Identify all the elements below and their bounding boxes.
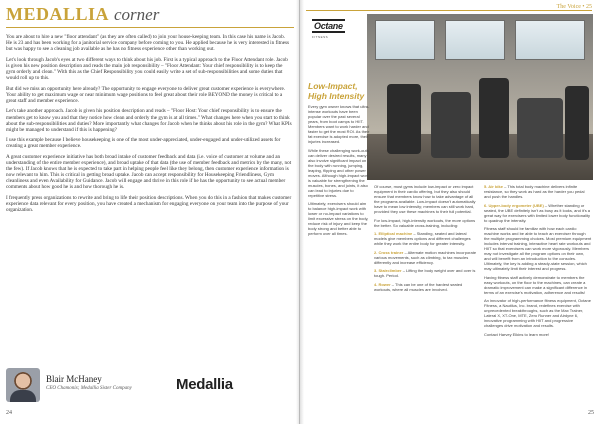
column-a [308,104,370,240]
page-gutter [296,0,304,424]
paragraph: Every gym owner knows that ultra-intense workouts have been popular over the past several years, from boot camps to HIIT. Members want to work harder and faster to get the most ROI. As their fat exercise is adopted more, their injuries increased. [308,104,370,144]
column-b [374,184,478,295]
author-signature [6,368,294,404]
paragraph: Having fitness staff actively demonstrate to members the easy workouts, on the floor to the machines, can create a dramatic improvement can make a significant difference in terms of an exercise's motivation, adherence and results! [484,274,588,295]
paragraph: For low-impact, high-intensity workouts, the more options the better. So valuable cross-training, including: [374,217,476,228]
author-title: CEO Chamonix; Medallia Sister Company [46,386,132,391]
list-item [374,250,478,265]
list-item [374,231,478,246]
masthead-section: corner [114,5,160,24]
octane-fitness-logo [312,16,362,39]
sponsor-logo-word: Octane [314,21,343,31]
right-page [300,0,600,424]
paragraph: An innovator of high-performance fitness equipment, Octane Fitness, a Nautilus, Inc. brand, redefines exercise with unprecedented breakthroughs, such as the Max Trainer, Lateral X, XT-One, MTE, Zero Runner and Airdyne 6, innovative programming with HIIT and progressive challenges drive motivation and results. [484,298,591,328]
masthead [6,4,159,26]
list-item-text: – Standing, seated and lateral models give members options and different challenges while they work the entire body for greater intensity. [374,231,471,246]
page-number-right: 25 [588,410,594,416]
paragraph: Let's take another approach. Jacob is given his position description and reads – "Floor Host: Your chief responsibility is to ensure the members get to know you and that they notice how clean and orderly the gym is at all times." What changes here when you start to think about the sub-responsibilities and duties? More importantly what changes for Jacob when he thinks about his role in the gym? What KPIs might be managed to understand if this is happening? [6,108,292,133]
list-item-label: 4. Rower [374,281,391,287]
list-item [374,282,478,292]
header-rule-right [306,10,592,11]
paragraph: Contact Harvey Elkins to learn more! [484,331,550,337]
author-name: Blair McHaney [46,374,102,384]
list-item [484,203,592,223]
list-item-text: – This can be one of the hardest seated workouts, where all muscles are involved. [374,281,463,292]
list-item-label: 3. Stairclimber [374,268,402,273]
paragraph: But did we miss an opportunity here already? The opportunity to engage everyone to deliver great customer experience is everywhere. Your ability to get maximum wage or near minimum wage positions to feel great about their role BEYOND the money is critical to a great staff and member experience. [6,85,286,104]
paragraph: While these challenging work-outs can deliver desired results, many also involve significant impact on the body with running, jumping, leaping, flipping and other power moves. Although high-impact work is valuable for strengthening the muscles, bones, and joints, it also can lead to injuries due to repetitive stress. [308,147,369,198]
list-item [374,268,478,278]
list-item-text: – Alternate motion machines incorporate various movements, such as climbing, to tax muscles differently and increase efficiency. [374,249,477,265]
masthead-brand: MEDALLIA [6,4,110,24]
header-rule [6,27,294,28]
list-item-label: 6. Upper-body ergometer (UBE) [484,202,544,208]
author-avatar [6,368,40,402]
list-item-text: – Lifting the body weight over and over is tough. Period. [374,268,476,278]
paragraph: Fitness staff should be familiar with how each cardio machine works and be able to teach an exerciser through the multiple programming choices. Most premium equipment includes interval training, interactive heart rate workouts and HIIT so that exercisers can work more vigorously. Members may not investigate all the program options on their own, and will benefit from an introduction to the consoles. Ultimately, the key is adding a steady-state session, which may ultimately limit their interest and progress. [484,226,592,271]
sponsor-logo-sub: FITNESS [312,35,329,39]
page-number-left: 24 [6,410,12,416]
article-body [6,34,292,218]
paragraph: A great customer experience initiative has both broad intake of customer feedback and data (i.e. voice of customer at volume and an understanding of the entire member experience), and broad uptake of that data (the use of member feedback and metrics by the many, not the few). If Jacob knows that he is expected to take part in helping people feel like they belong, then customer experience information is now relevant to him. This is critical in getting broad uptake. Jacob can accept responsibility for Housekeeping Friendliness, Gym cleanliness and even Availability for Guidance. Jacob will engage and thrive in this role if he has the opportunity to see actual member comments about how good he is and how thorough he is. [6,154,292,191]
right-header: The Voice • 25 [556,4,592,10]
column-c [484,184,592,340]
paragraph: I frequently press organizations to rewrite and bring to life their position descriptions. When you do this in a fashion that makes customer experience data relevant for every position, you have created a mechanism for engaging everyone on your team into the purpose of your organization. [6,195,292,214]
gym-photo [367,14,593,180]
list-item [484,184,592,199]
paragraph: Of course, most gyms include low-impact or zero impact equipment in their cardio offering, but they also should ensure that members know how to take advantage of all the programs available. Low-impact doesn't automatically have to mean low intensity; members can still work hard, provided they use these machines to their full potential. [374,184,476,214]
section-title: Low-Impact, High Intensity [308,81,365,101]
list-item-label: 1. Elliptical machine [374,231,413,236]
list-item-text: – This total body machine delivers infinite resistance, so they work as hard as the harder you pedal and push the handles. [484,184,585,199]
paragraph: Let's look through Jacob's eyes at two different ways to think about his job. First is a typical approach to the Floor Attendant role. Jacob is given his new position description and reads the main job responsibility – "Floor Attendant: Your chief responsibility is to keep the gym orderly and clean." With this as the Chief Responsibility you could easily write a set of sub-responsibilities and some duties that would roll up to this. [6,56,288,82]
list-item-label: 2. Cross trainer [374,249,404,255]
paragraph: I use this example because I believe housekeeping is one of the most under-appreciated, under-engaged and under-utilized assets for creating a great member experience. [6,137,281,150]
paragraph: Ultimately, exercisers should aim to balance high-impact work with lower or no-impact variations to limit excessive stress on the body, reduce risk of injury and keep the body strong and better able to perform over all times. [308,201,369,236]
list-item-label: 5. Air bike [484,184,503,189]
list-item-text: – Whether standing or seated, the UBE definitely isn't as busy as it looks, and it's a great way for exercisers with limited lower body functionality to quadrup the intensity. [484,202,591,223]
paragraph: You are about to hire a new "floor attendant" (as they are often called) to join your house-keeping team. In this case his name is Jacob. He is 23 and has been working for a janitorial service company before coming to you. He applied because he is very interested in fitness but was happy to see a cleaning job available as he has no fitness experience other than working out. [6,34,290,53]
medallia-logo: Medallia [176,376,233,393]
